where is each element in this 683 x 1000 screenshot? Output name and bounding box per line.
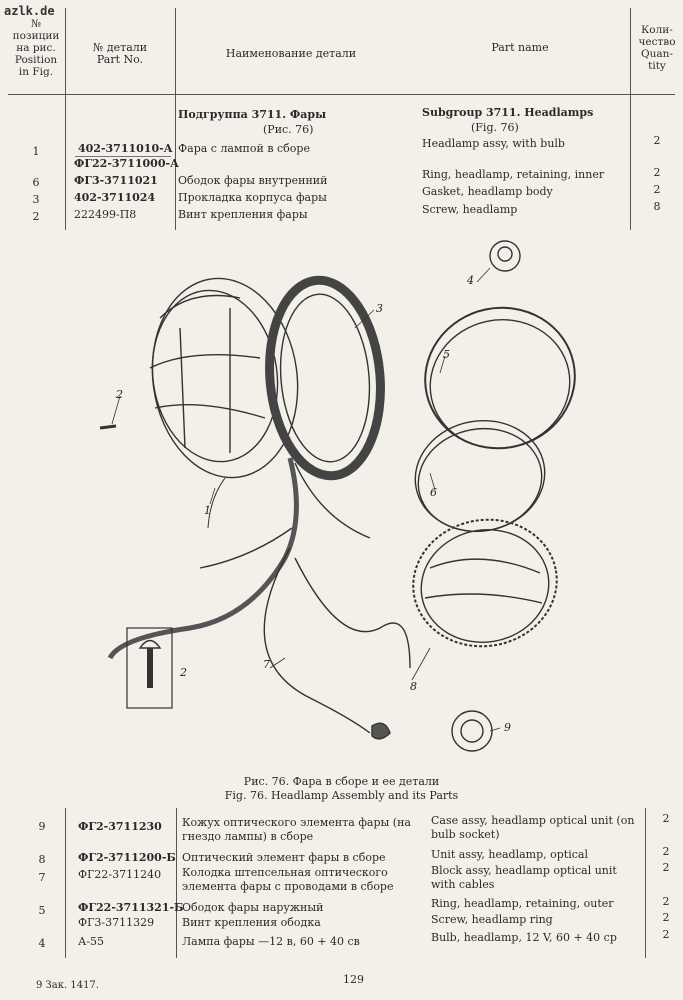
column-divider: [630, 8, 631, 230]
row-part-no-alt: ФГ22-3711000-А: [74, 157, 180, 170]
row-quantity: 8: [653, 200, 661, 213]
row-name-ru-alt: Винт крепления ободка: [182, 916, 321, 929]
row-position: 3: [32, 193, 40, 206]
row-part-no: ФГ22-3711240: [78, 868, 162, 881]
column-divider: [175, 8, 176, 230]
row-quantity: 2: [653, 134, 661, 147]
callout-9: 9: [504, 721, 511, 734]
callout-6: 6: [430, 486, 437, 499]
row-name-en: Screw, headlamp: [422, 203, 518, 216]
row-name-ru: Винт крепления фары: [178, 208, 308, 221]
row-position: 8: [38, 853, 46, 866]
row-position: 5: [38, 904, 46, 917]
callout-4: 4: [467, 274, 474, 287]
row-part-no: 402-3711024: [74, 191, 156, 204]
row-part-no: 222499-П8: [74, 208, 137, 221]
row-quantity: 2: [662, 928, 670, 941]
callout-2: 2: [116, 388, 123, 401]
row-position: 9: [38, 820, 46, 833]
callout-5: 5: [443, 348, 450, 361]
subgroup-title-ru: Подгруппа 3711. Фары: [178, 108, 327, 121]
figure-caption-ru: Рис. 76. Фара в сборе и ее детали: [243, 775, 440, 788]
row-part-no: ФГ22-3711321-Б: [78, 901, 184, 914]
row-name-ru: Ободок фары внутренний: [178, 174, 328, 187]
header-rule: [8, 94, 675, 95]
row-part-no: А-55: [78, 935, 105, 948]
callout-2-detail: 2: [180, 666, 187, 679]
header-quantity: Коли- чество Quan- tity: [638, 24, 676, 72]
page-number: 129: [343, 973, 364, 986]
row-name-ru: Прокладка корпуса фары: [178, 191, 327, 204]
row-quantity: 2: [662, 895, 670, 908]
row-name-en: Gasket, headlamp body: [422, 185, 553, 198]
figure-ref-en: (Fig. 76): [471, 121, 519, 134]
row-name-ru: Кожух оптического элемента фары (на гнездо лампы) в сборе: [182, 816, 411, 843]
header-name-en: Part name: [491, 41, 549, 54]
callout-3: 3: [376, 302, 383, 315]
row-quantity: 2: [662, 861, 670, 874]
headlamp-exploded-diagram: [80, 228, 600, 768]
row-position: 4: [38, 937, 46, 950]
column-divider: [65, 808, 66, 958]
row-quantity: 2: [662, 845, 670, 858]
row-position: 2: [32, 210, 40, 223]
header-name-ru: Наименование детали: [225, 47, 357, 60]
outer-ring-drawing: [412, 294, 588, 462]
header-position: № позиции на рис. Position in Fig.: [12, 18, 60, 78]
row-name-en: Ring, headlamp, retaining, inner: [422, 168, 605, 181]
row-name-en: Unit assy, headlamp, optical: [431, 848, 588, 861]
row-name-ru: Оптический элемент фары в сборе: [182, 851, 386, 864]
callout-1: 1: [204, 504, 211, 517]
row-quantity: 2: [653, 183, 661, 196]
row-position: 6: [32, 176, 40, 189]
socket-case-drawing: [452, 711, 492, 751]
header-part-no: № детали Part No.: [92, 41, 148, 66]
bulb-drawing: [490, 241, 520, 271]
row-name-en: Ring, headlamp, retaining, outer: [431, 897, 614, 910]
row-name-ru: Лампа фары —12 в, 60 + 40 св: [182, 935, 360, 948]
row-name-en: Block assy, headlamp optical unit with cables: [431, 864, 617, 891]
print-signature: 9 Зак. 1417.: [36, 980, 99, 991]
row-quantity: 2: [662, 812, 670, 825]
callout-7: 7: [263, 658, 270, 671]
row-quantity-alt: 2: [662, 911, 670, 924]
row-part-no: ФГ3-3711021: [74, 174, 158, 187]
inner-ring-drawing: [406, 411, 553, 542]
figure-caption-en: Fig. 76. Headlamp Assembly and its Parts: [224, 789, 459, 802]
row-quantity: 2: [653, 166, 661, 179]
row-name-en-alt: Screw, headlamp ring: [431, 913, 553, 926]
row-part-no-alt: ФГ3-3711329: [78, 916, 155, 929]
screw-drawing: [100, 426, 172, 708]
row-name-ru: Ободок фары наружный: [182, 901, 324, 914]
row-position: 7: [38, 871, 46, 884]
column-divider: [176, 808, 177, 958]
row-name-en: Case assy, headlamp optical unit (on bulb socket): [431, 814, 635, 841]
site-watermark: azlk.de: [4, 4, 55, 18]
row-name-ru: Фара с лампой в сборе: [178, 142, 310, 155]
row-part-no: ФГ2-3711200-Б: [78, 851, 176, 864]
callout-8: 8: [410, 680, 417, 693]
row-name-en: Headlamp assy, with bulb: [422, 137, 565, 150]
row-position: 1: [32, 145, 40, 158]
row-part-no: 402-3711010-А: [78, 142, 173, 155]
figure-ref-ru: (Рис. 76): [263, 123, 314, 136]
row-name-en: Bulb, headlamp, 12 V, 60 + 40 cp: [431, 931, 617, 944]
row-name-ru: Колодка штепсельная оптического элемента фары с проводами в сборе: [182, 866, 394, 893]
row-part-no: ФГ2-3711230: [78, 820, 162, 833]
subgroup-title-en: Subgroup 3711. Headlamps: [422, 106, 594, 119]
